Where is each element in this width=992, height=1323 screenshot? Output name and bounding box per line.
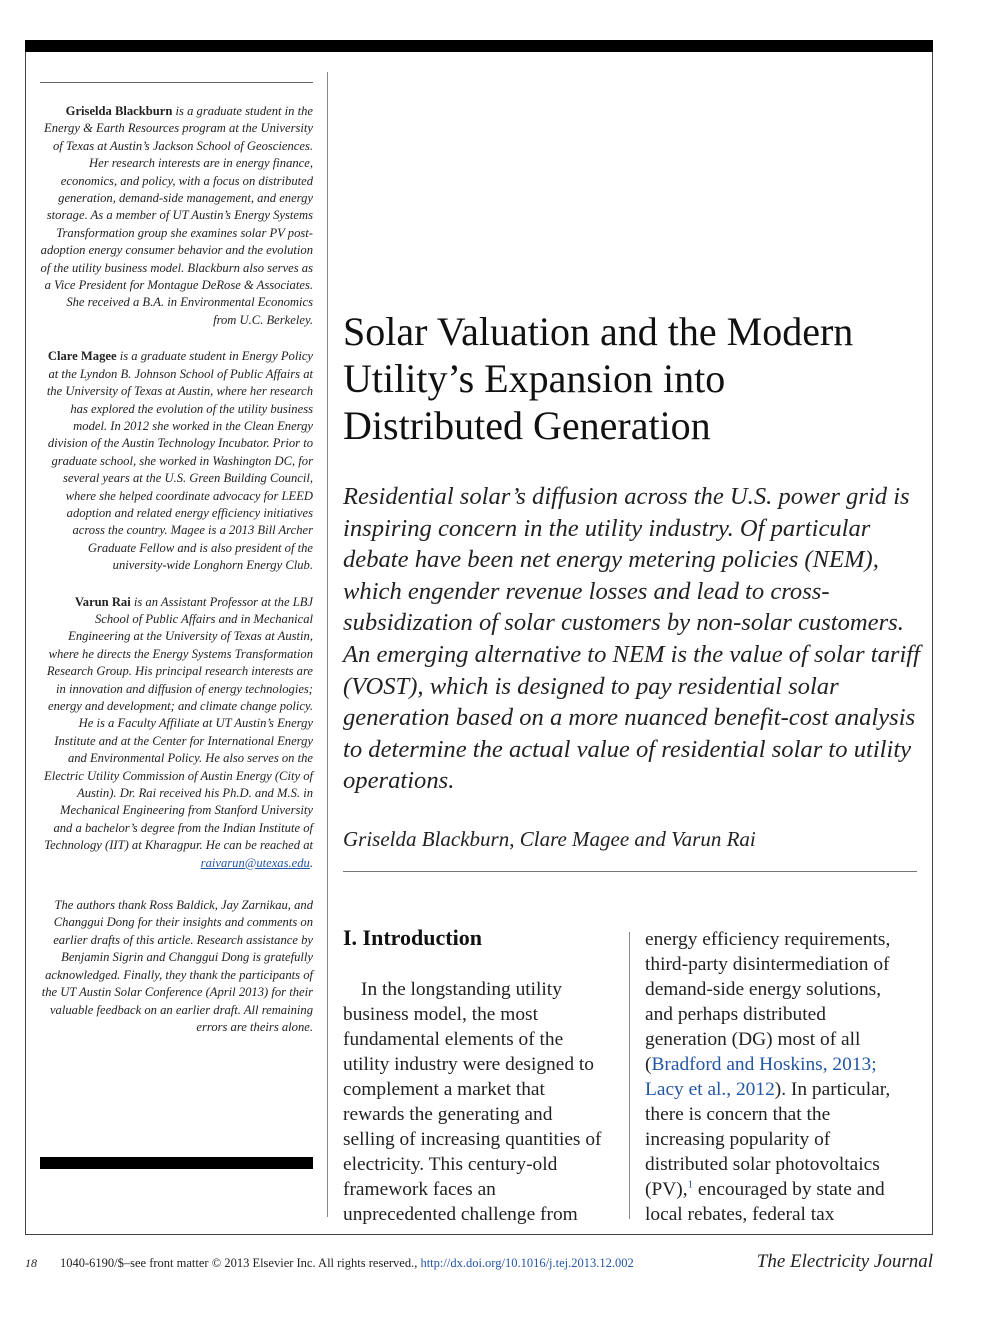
doi-link[interactable]: http://dx.doi.org/10.1016/j.tej.2013.12.002 (420, 1256, 634, 1270)
bio-rai (40, 594, 313, 873)
footnote-marker-link[interactable]: 1 (687, 1178, 694, 1191)
sidebar-bottom-bar (40, 1157, 313, 1169)
cite-paren-open: ( (645, 1054, 652, 1075)
title-line: Distributed Generation (343, 403, 711, 448)
bio-text: is a graduate student in Energy Policy at the Lyndon B. Johnson School of Public Affairs at the University of Texas at Austin, where her research has explored the evolution of the utility business model. In 2012 she worked in the Clean Energy division of the Austin Technology Incubator. Prior to graduate school, she worked in Washington DC, for several years at the U.S. Green Building Council, where she helped coordinate advocacy for LEED adoption and related energy efficiency initiatives across the country. Magee is a 2013 Bill Archer Graduate Fellow and is also president of the university-wide Longhorn Energy Club. (46, 349, 313, 573)
text-line: increasing popularity of (645, 1129, 831, 1150)
body-column-divider (629, 932, 630, 1219)
cite-close-text: ). In particular, (774, 1079, 891, 1100)
text-line: there is concern that the (645, 1104, 831, 1125)
text-line: electricity. This century-old (343, 1154, 558, 1175)
bio-name: Varun Rai (74, 594, 131, 609)
bio-text: is a graduate student in the Energy & Earth Resources program at the University of Texas at Austin’s Jackson School of Geosciences. Her research interests are in energy finance, economics, and policy, with a focus on distributed generation, demand-side management, and energy storage. As a member of UT Austin’s Energy Systems Transformation group she examines solar PV post-adoption energy consumer behavior and the evolution of the utility business model. Blackburn also serves as a Vice President for Montague DeRose & Associates. She received a B.A. in Environmental Economics from U.C. Berkeley. (40, 104, 313, 327)
copyright-line (60, 1256, 634, 1271)
article-abstract: Residential solar’s diffusion across the U.S. power grid is inspiring concern in the utility industry. Of particular debate have been net energy metering policies (NEM), which engender revenue losses and lead to cross-subsidization of solar customers by non-solar customers. An emerging alternative to NEM is the value of solar tariff (VOST), which is designed to pay residential solar generation based on a more nuanced benefit-cost analysis to determine the actual value of residential solar to utility operations. (343, 483, 920, 795)
pv-text: (PV), (645, 1179, 688, 1200)
page-footer (25, 1250, 935, 1276)
text-line: third-party disintermediation of (645, 954, 890, 975)
body-column-1 (343, 977, 619, 1227)
title-line: Utility’s Expansion into (343, 356, 726, 401)
email-link[interactable]: raivarun@utexas.edu (200, 855, 310, 870)
text-line (645, 1052, 917, 1077)
acknowledgment: The authors thank Ross Baldick, Jay Zarnikau, and Changgui Dong for their insights and comments on earlier drafts of this article. Research assistance by Benjamin Sigrin and Changgui Dong is gratefully acknowledged. Finally, they thank the participants of the UT Austin Solar Conference (April 2013) for their valuable feedback on an earlier draft. All remaining errors are theirs alone. (41, 898, 313, 1034)
title-line: Solar Valuation and the Modern (343, 309, 854, 354)
text-line: selling of increasing quantities of (343, 1129, 602, 1150)
bio-magee (40, 348, 313, 574)
journal-name: The Electricity Journal (756, 1251, 933, 1272)
page-number: 18 (25, 1256, 37, 1270)
frame-right-rule (932, 52, 933, 1235)
top-rule (25, 40, 933, 52)
text-line: unprecedented challenge from (343, 1204, 578, 1225)
text-line: business model, the most (343, 1004, 538, 1025)
frame-bottom-rule (25, 1234, 933, 1235)
sidebar-divider (327, 72, 328, 1217)
pv-text-after: encouraged by state and (693, 1179, 885, 1200)
citation-link-bradford-hoskins[interactable]: Bradford and Hoskins, 2013; (651, 1054, 877, 1075)
text-line: distributed solar photovoltaics (645, 1154, 880, 1175)
article-title (343, 308, 928, 449)
author-bios-sidebar (40, 103, 313, 1036)
bio-name: Clare Magee (47, 349, 117, 364)
bio-blackburn (40, 103, 313, 329)
abstract-rule (343, 871, 917, 872)
body-column-2 (645, 927, 917, 1227)
article-authors: Griselda Blackburn, Clare Magee and Varun Rai (343, 827, 756, 851)
text-line: framework faces an (343, 1179, 496, 1200)
section-heading-introduction: I. Introduction (343, 925, 482, 950)
citation-link-lacy[interactable]: Lacy et al., 2012 (645, 1079, 775, 1100)
text-line: rewards the generating and (343, 1104, 553, 1125)
text-line: demand-side energy solutions, (645, 979, 882, 1000)
bio-text: is an Assistant Professor at the LBJ School of Public Affairs and in Mechanical Engineering at the University of Texas at Austin, where he directs the Energy Systems Transformation Research Group. His principal research interests are in innovation and diffusion of energy technologies; energy and development; and climate change policy. He is a Faculty Affiliate at UT Austin’s Energy Institute and at the Center for International Energy and Environmental Policy. He also serves on the Electric Utility Commission of Austin Energy (City of Austin). Dr. Rai received his Ph.D. and M.S. in Mechanical Engineering from Stanford University and a bachelor’s degree from the Indian Institute of Technology (IIT) at Kharagpur. He can be reached at (44, 594, 313, 853)
frame-left-rule (25, 52, 26, 1235)
copyright-text: 1040-6190/$–see front matter © 2013 Elsevier Inc. All rights reserved., (60, 1256, 421, 1270)
text-line (645, 1177, 917, 1202)
text-line: and perhaps distributed (645, 1004, 826, 1025)
bio-tail: . (309, 855, 313, 870)
text-line: complement a market that (343, 1079, 545, 1100)
text-line: energy efficiency requirements, (645, 929, 891, 950)
bio-name: Griselda Blackburn (65, 104, 173, 118)
sidebar-top-rule (40, 82, 313, 83)
text-line (645, 1077, 917, 1102)
text-line: local rebates, federal tax (645, 1204, 835, 1225)
text-line: In the longstanding utility (361, 979, 562, 1000)
text-line: fundamental elements of the (343, 1029, 564, 1050)
text-line: generation (DG) most of all (645, 1029, 861, 1050)
text-line: utility industry were designed to (343, 1054, 594, 1075)
